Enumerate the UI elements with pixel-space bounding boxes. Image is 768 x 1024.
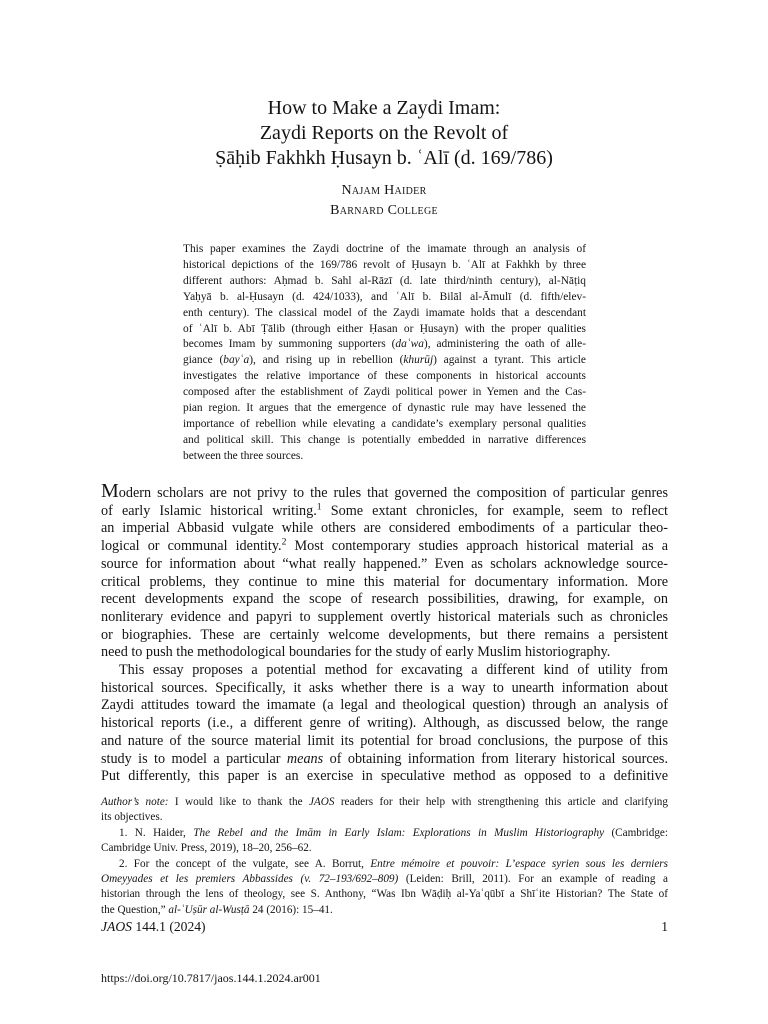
footnote-1-line	[101, 826, 668, 841]
footnote-2-line	[101, 857, 668, 872]
body-line: and nature of the source material limit its potential for broad conclusions, the purpose of this	[101, 732, 668, 749]
doi-link[interactable]: https://doi.org/10.7817/jaos.144.1.2024.ar001	[101, 971, 321, 985]
body-line: Zaydi attitudes toward the imamate (a legal and theological question) through an analysis of	[101, 697, 668, 714]
abstract-line: Yaḥyā b. al-Ḥusayn (d. 424/1033), and ʿAlī b. Bilāl al-Āmulī (d. fifth/elev-	[183, 290, 586, 303]
title-line-2: Zaydi Reports on the Revolt of	[259, 122, 509, 144]
footnote-text: (Leiden: Brill, 2011). For an example of reading a	[398, 873, 668, 886]
abstract-text: becomes Imam by summoning supporters (	[183, 338, 396, 351]
journal-abbrev: JAOS	[308, 796, 335, 808]
abstract-line	[183, 337, 586, 353]
abstract-line: and political skill. This change is potentially embedded in narrative differences	[183, 433, 586, 446]
footnote-text: 1. N. Haider,	[119, 826, 194, 839]
abstract-line: importance of rebellion while elevating a candidate’s exemplary personal qualities	[183, 417, 586, 430]
author-block	[0, 181, 768, 221]
footnote-book-title: Entre mémoire et pouvoir: L’espace syrien sous les derniers	[370, 857, 668, 870]
footnote-text: readers for their help with strengthening this article and clarifying	[334, 796, 668, 808]
abstract-line: different authors: Aḥmad b. Sahl al-Rāzī (d. late third/ninth century), al-Nāṭiq	[183, 274, 586, 287]
journal-abbrev: JAOS	[101, 919, 132, 934]
body-line: This essay proposes a potential method for excavating a different kind of utility from	[119, 662, 668, 679]
abstract-term-baya: bayʿa	[223, 354, 250, 367]
journal-issue: 144.1 (2024)	[131, 919, 206, 934]
body-line: source for information about “what really happened.” Even as scholars acknowledge source-	[101, 555, 668, 572]
body-text-run: of obtaining information from literary historical sources.	[323, 750, 668, 767]
abstract-line: historical depictions of the 169/786 revolt of Ḥusayn b. ʿAlī at Fakhkh by three	[183, 258, 586, 271]
authors-note-line	[101, 795, 668, 810]
body-text-run: Most contemporary studies approach historical material as a	[286, 538, 668, 555]
body-line: Put differently, this paper is an exercise in speculative method as opposed to a definitive	[101, 768, 668, 785]
abstract-text: ), administering the oath of alle-	[423, 338, 586, 351]
footnote-2-line	[101, 903, 668, 918]
body-line: nonliterary evidence and papyri to supplement overtly historical materials such as chronicles	[101, 608, 668, 625]
footnote-text: 24 (2016): 15–41.	[249, 903, 333, 916]
authors-note-line: its objectives.	[101, 811, 163, 824]
footnote-1-line: Cambridge Univ. Press, 2019), 18–20, 256–62.	[101, 842, 312, 855]
footnote-2-line	[101, 872, 668, 887]
title-line-3: Ṣāḥib Fakhkh Ḥusayn b. ʿAlī (d. 169/786)	[215, 147, 553, 169]
footnote-book-title: The Rebel and the Imām in Early Islam: Explorations in Muslim Historiography	[193, 826, 605, 839]
page-footer	[101, 918, 668, 935]
footnote-ref-1[interactable]: 1	[316, 500, 322, 512]
article-title	[0, 96, 768, 171]
abstract-text: giance (	[183, 354, 224, 367]
body-text-run: study is to model a particular	[101, 750, 287, 767]
body-line: historical reports (i.e., a different genre of writing). Although, as discussed below, the range	[101, 715, 668, 732]
footnote-2-line: historian through the lens of theology, see S. Anthony, “Was Ibn Wāḍiḥ al-Yaʿqūbī a Shīʿite Historian? The State of	[101, 888, 668, 901]
footnote-book-title: Omeyyades et les premiers Abbassides (v. 72–193/692–809)	[101, 873, 399, 886]
abstract-line: of ʿAlī b. Abī Ṭālib (through either Ḥasan or Ḥusayn) with the proper qualities	[183, 322, 586, 335]
body-line: critical problems, they continue to mine this material for documentary information. More	[101, 573, 668, 590]
footnote-text: I would like to thank the	[168, 796, 309, 808]
abstract-line: pian region. It argues that the emergence of dynastic rule may have lessened the	[183, 402, 586, 415]
author-name: Najam Haider	[341, 183, 427, 198]
authors-note-label: Author’s note:	[101, 796, 169, 808]
footnotes	[101, 795, 668, 918]
abstract-line	[183, 353, 586, 369]
emphasis-means: means	[286, 750, 324, 767]
body-text-run: Some extant chronicles, for example, seem to reflect	[321, 502, 668, 519]
body-line	[101, 751, 668, 769]
abstract-line: This paper examines the Zaydi doctrine of the imamate through an analysis of	[183, 243, 586, 255]
abstract-term-dawa: daʿwa	[395, 338, 424, 351]
body-text	[101, 480, 668, 786]
body-line	[101, 480, 668, 503]
abstract-term-khuruj: khurūj	[403, 354, 434, 367]
abstract	[183, 242, 586, 465]
footnote-ref-2[interactable]: 2	[281, 536, 287, 548]
body-line	[101, 500, 668, 521]
author-affiliation: Barnard College	[330, 203, 438, 218]
body-line: an imperial Abbasid vulgate while others are considered embodiments of a particular theo-	[101, 520, 668, 537]
body-line: historical sources. Specifically, it asks whether there is a way to unearth information about	[101, 679, 668, 696]
body-line: recent developments expand the scope of research possibilities, drawing, for example, on	[101, 591, 668, 608]
footnote-journal-title: al-ʿUṣūr al-Wusṭā	[168, 903, 250, 916]
body-line: need to push the methodological boundaries for the study of early Muslim historiography.	[101, 644, 611, 661]
body-line	[101, 538, 668, 556]
footnote-text: 2. For the concept of the vulgate, see A. Borrut,	[119, 857, 371, 870]
abstract-line: between the three sources.	[183, 449, 304, 462]
page-number: 1	[661, 919, 668, 934]
drop-cap: M	[101, 480, 119, 502]
abstract-line: composed after the establishment of Zaydi political power in Yemen and the Cas-	[183, 386, 586, 399]
title-line-1: How to Make a Zaydi Imam:	[267, 97, 501, 119]
journal-citation	[101, 918, 206, 935]
abstract-line: investigates the relative importance of these components in historical accounts	[183, 370, 586, 383]
abstract-text: ), and rising up in rebellion (	[249, 354, 404, 367]
body-text-run: odern scholars are not privy to the rules that governed the composition of particular genres	[118, 485, 668, 501]
body-text-run: logical or communal identity.	[101, 538, 282, 555]
abstract-text: ) against a tyrant. This article	[433, 354, 586, 367]
footnote-text: (Cambridge:	[604, 826, 668, 839]
body-text-run: of early Islamic historical writing.	[101, 502, 317, 519]
body-line: or biographies. These are certainly welcome developments, but there remains a persistent	[101, 626, 668, 643]
footnote-text: the Question,”	[101, 903, 169, 916]
abstract-line: enth century). The classical model of the Zaydi imamate holds that a descendant	[183, 306, 586, 319]
